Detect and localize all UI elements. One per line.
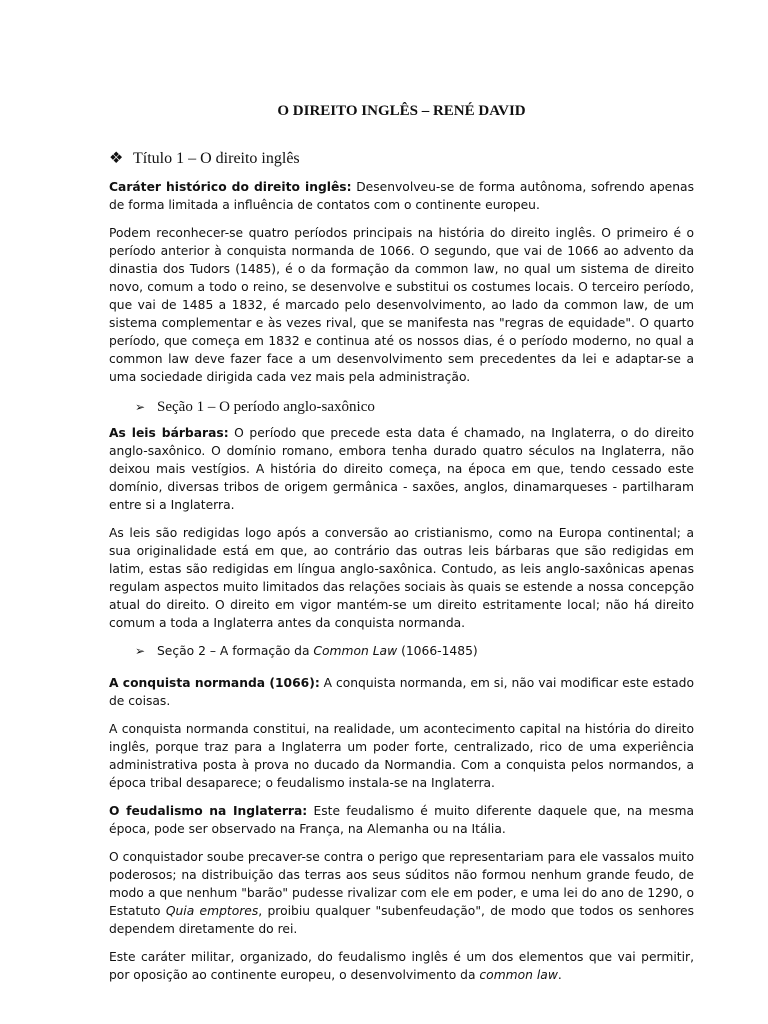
paragraph-lead: As leis bárbaras: <box>109 426 229 440</box>
paragraph-lead: Caráter histórico do direito inglês: <box>109 180 352 194</box>
paragraph-text-pre: Este caráter militar, organizado, do feudalismo inglês é um dos elementos que vai permitir, por oposição ao continente europeu, o desenvolvimento da <box>109 950 694 982</box>
heading-text-post: (1066-1485) <box>397 644 478 658</box>
paragraph-text-italic: common law <box>479 968 558 982</box>
heading-text-pre: Seção 2 – A formação da <box>157 644 314 658</box>
paragraph-text-italic: Quia emptores <box>165 904 259 918</box>
paragraph-text: O período que precede esta data é chamado, na Inglaterra, o do direito anglo-saxônico. O domínio romano, embora tenha durado quatro séculos na Inglaterra, não deixou mais vestígios. A história do direito começa, na época em que, tendo cessado este domínio, diversas tribos de origem germânica - saxões, anglos, dinamarqueses - partilharam entre si a Inglaterra. <box>109 426 694 512</box>
document-title: O DIREITO INGLÊS – RENÉ DAVID <box>277 103 526 119</box>
paragraph-conquista-normanda <box>109 674 694 710</box>
paragraph-carater-historico <box>109 178 694 214</box>
heading-text: Seção 1 – O período anglo-saxônico <box>157 399 375 415</box>
heading-text: Título 1 – O direito inglês <box>133 150 300 167</box>
paragraph-text-post: . <box>557 968 562 982</box>
paragraph-text: Desenvolveu-se de forma autônoma, sofrendo apenas de forma limitada a influência de contatos com o continente europeu. <box>109 180 694 212</box>
paragraph-text-pre: O conquistador soube precaver-se contra o perigo que representariam para ele vassalos muito poderosos; na distribuição das terras aos seus súditos não formou nenhum grande feudo, de modo a que nenhum "barão" pudesse rivalizar com ele em poder, e uma lei do ano de 1290, o Estatuto <box>109 850 694 918</box>
paragraph-feudalismo <box>109 802 694 838</box>
paragraph-leis-redigidas: As leis são redigidas logo após a conversão ao cristianismo, como na Europa continental; a sua originalidade está em que, ao contrário das outras leis bárbaras que são redigidas em latim, estas são redigidas em língua anglo-saxônica. Contudo, as leis anglo-saxônicas apenas regulam aspectos muito limitados das relações sociais às quais se estende a nossa concepção atual do direito. O direito em vigor mantém-se um direito estritamente local; não há direito comum a toda a Inglaterra antes da conquista normanda. <box>109 526 694 630</box>
heading-secao-2 <box>109 642 694 660</box>
paragraph-text-post: , proibiu qualquer "subenfeudação", de modo que todos os senhores dependem diretamente do rei. <box>109 904 694 936</box>
heading-text <box>157 642 478 660</box>
heading-text-italic: Common Law <box>313 644 398 658</box>
heading-titulo-1 <box>109 148 694 170</box>
paragraph-leis-barbaras <box>109 424 694 514</box>
paragraph-lead: O feudalismo na Inglaterra: <box>109 804 308 818</box>
heading-secao-1 <box>109 396 694 418</box>
paragraph-quatro-periodos: Podem reconhecer-se quatro períodos principais na história do direito inglês. O primeiro é o período anterior à conquista normanda de 1066. O segundo, que vai de 1066 ao advento da dinastia dos Tudors (1485), é o da formação da common law, no qual um sistema de direito novo, comum a todo o reino, se desenvolve e substitui os costumes locais. O terceiro período, que vai de 1485 a 1832, é marcado pelo desenvolvimento, ao lado da common law, de um sistema complementar e às vezes rival, que se manifesta nas "regras de equidade". O quarto período, que começa em 1832 e continua até os nossos dias, é o período moderno, no qual a common law deve fazer face a um desenvolvimento sem precedentes da lei e adaptar-se a uma sociedade dirigida cada vez mais pela administração. <box>109 226 694 384</box>
document-body <box>109 100 694 994</box>
paragraph-text: Este feudalismo é muito diferente daquele que, na mesma época, pode ser observado na França, na Alemanha ou na Itália. <box>109 804 694 836</box>
paragraph-carater-militar <box>109 948 694 984</box>
arrow-bullet-icon: ➢ <box>135 644 146 658</box>
paragraph-text: A conquista normanda, em si, não vai modificar este estado de coisas. <box>109 676 695 708</box>
diamond-bullet-icon: ❖ <box>109 150 124 167</box>
paragraph-acontecimento-capital: A conquista normanda constitui, na realidade, um acontecimento capital na história do direito inglês, porque traz para a Inglaterra um poder forte, centralizado, rico de uma experiência administrativa posta à prova no ducado da Normandia. Com a conquista pelos normandos, a época tribal desaparece; o feudalismo instala-se na Inglaterra. <box>109 722 694 790</box>
paragraph-lead: A conquista normanda (1066): <box>109 676 320 690</box>
arrow-bullet-icon: ➢ <box>135 400 146 414</box>
paragraph-conquistador <box>109 848 694 938</box>
